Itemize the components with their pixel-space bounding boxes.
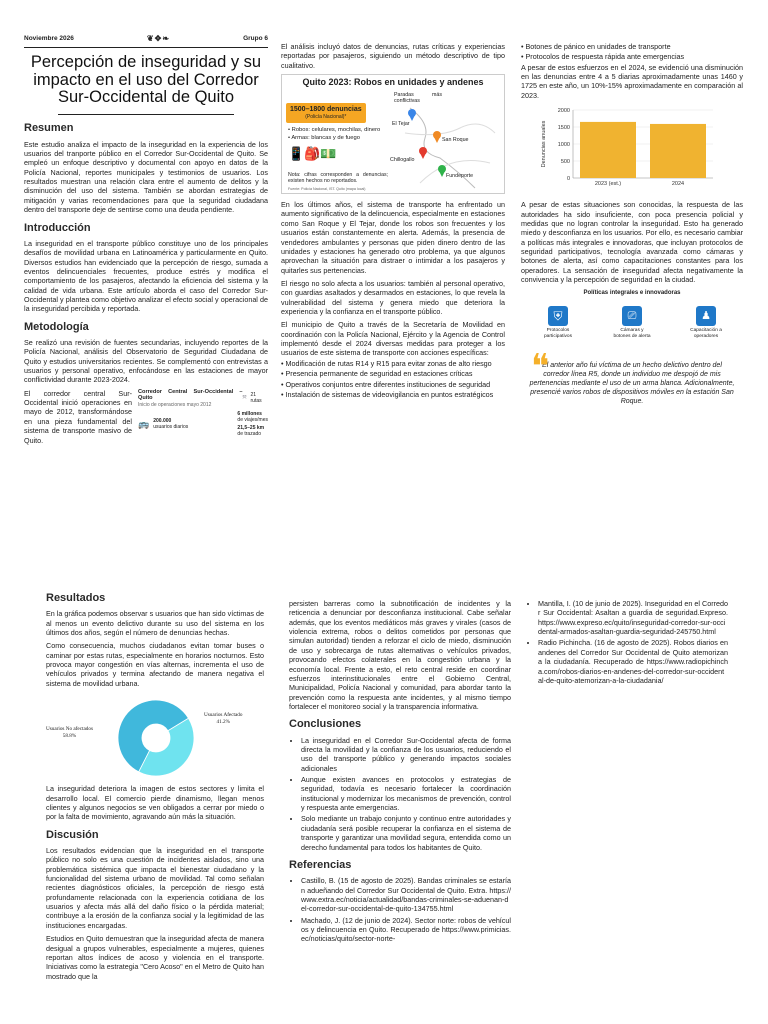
page-title: Percepción de inseguridad y su impacto en el uso del Corredor Sur-Occidental de Quito xyxy=(30,53,262,107)
stop-el-tejar: El Tejar xyxy=(392,121,410,128)
corridor-passengers-sub: de viajes/mes xyxy=(237,417,268,424)
policy-protocols xyxy=(538,306,578,340)
column-1 xyxy=(24,34,268,449)
map-pin-san-roque-icon xyxy=(433,131,441,143)
y-axis-label: Denuncias anuales xyxy=(541,120,547,168)
corridor-daily: 200.000 xyxy=(153,418,172,425)
resultados-heading: Resultados xyxy=(46,592,106,604)
training-icon: ♟ xyxy=(696,306,716,326)
list-item: • Aunque existen avances en protocolos y estrategias de seguridad, todavía es necesario fortalecer la coordinación institucional y modernizar los mecanismos de prevención, control y respuesta ante emergencias. xyxy=(301,775,511,812)
badge-count: 1500–1800 denuncias xyxy=(290,106,362,114)
resultados-p3: La inseguridad deteriora la imagen de estos sectores y limita el desarrollo local. El comercio pierde dinamismo, llegan menos clientes y algunos negocios se ven obligados a cerrar por miedo o por la falta de movimiento, agravando aún más la situación. xyxy=(46,784,264,822)
measures-list-cont xyxy=(521,42,743,62)
list-item: • Machado, J. (12 de junio de 2024). Sector norte: robos de vehículos y delincuencia en Quito. Recuperado de https://www.primicias.ec/noticias/quito/sector-norte- xyxy=(301,916,511,944)
corridor-length: 21,5–25 km xyxy=(237,425,265,432)
col2-p2: El riesgo no solo afecta a los usuarios: también al personal operativo, con guardias asaltados y desarmados en estaciones, lo que revela la vulnerabilidad del sistema y genera miedo que deteriora la experiencia y la confianza en el transporte público. xyxy=(281,278,505,317)
phone-bag-cash-icon: 📱🎒💵 xyxy=(288,145,337,161)
list-item: • Instalación de sistemas de videovigilancia en puntos estratégicos xyxy=(281,389,494,399)
p2-column-2 xyxy=(289,599,511,946)
list-item: • Botones de pánico en unidades de transporte xyxy=(521,42,671,51)
map-pin-chillogallo-icon xyxy=(419,147,427,159)
y-tick-label: 2000 xyxy=(557,108,570,115)
referencias-heading: Referencias xyxy=(289,858,352,871)
pie-label-a: Usuarios No afectados xyxy=(46,726,93,733)
badge-source: (Policía Nacional)* xyxy=(305,114,347,121)
discusion-heading: Discusión xyxy=(46,828,99,841)
pie-label-not-affected xyxy=(46,726,93,740)
y-tick-label: 1500 xyxy=(557,125,570,132)
policies-row xyxy=(521,306,743,340)
testimony-quote xyxy=(521,347,743,406)
policy-training xyxy=(686,306,726,340)
policy-label: Cámaras y botones de alerta xyxy=(613,328,651,340)
robos-infographic xyxy=(281,74,505,194)
robos-item: • Robos: celulares, mochilas, dinero xyxy=(288,127,381,134)
pie-label-b: Usuarios Afectado xyxy=(204,712,243,719)
header-date: Noviembre 2026 xyxy=(24,34,74,42)
list-item: • Protocolos de respuesta rápida ante emergencias xyxy=(521,52,685,62)
p2-column-1 xyxy=(46,585,264,985)
y-tick-label: 1000 xyxy=(557,142,570,149)
col2-p3: El municipio de Quito a través de la Secretaría de Movilidad en coordinación con la Policía Nacional, Ejército y la Agencia de Control implementó desde el 2024 diversas medidas para proteger a los usuarios de este sistema de transporte con acciones específicas: xyxy=(281,320,505,358)
list-item: • Radio Pichincha. (16 de agosto de 2025). Robos diarios en andenes del Corredor Sur Occidental de Quito atemorizan a la ciudadanía. Recuperado de https://www.radiopichincha.com/robos-diarios-en-andenes-del-corredor-sur-occidental-de-quito-atemorizan-a-la-ciudadania/ xyxy=(538,638,728,685)
header-group: Grupo 6 xyxy=(243,34,268,42)
pie-chart-svg xyxy=(116,698,196,778)
col3-p1: A pesar de estos esfuerzos en el 2024, se evidenció una disminución en las denuncias entre 4 a 5 diarias aproximadamente unas 1460 y 1725 en este año, un 10%-15% aproximadamente en comparación al 2023. xyxy=(521,62,743,100)
p2-column-3 xyxy=(526,599,728,687)
infographic-source: Fuente: Policía Nacional, IST. Quito (mapa local) xyxy=(288,187,366,192)
title-divider xyxy=(58,114,234,115)
resumen-text: Este estudio analiza el impacto de la inseguridad en la experiencia de los usuarios del tranporte público en el Corredor Sur-Occidental de Quito. Se empleó un enfoque descriptivo y documental con apoyo en datos de la Policía Nacional, reportes municipales y testimonios de usuarios. Los resultados muestran una relación clara entre el aumento de delitos y la disminución del uso del sistema. También se abordan estrategias de mitigación y varias recomendaciones para que la seguridad ciudadana dentro del transporte deje de sentirse como una deuda pendiente. xyxy=(24,139,268,215)
stops-label: Paradas más conflictivas xyxy=(394,92,442,104)
policies-title: Políticas integrales e innovadoras xyxy=(583,290,681,297)
stop-fundeporte: Fundeporte xyxy=(446,173,474,180)
metodologia-heading: Metodología xyxy=(24,320,89,333)
people-shield-icon: ⛨ xyxy=(548,306,568,326)
introduccion-text: La inseguridad en el transporte público constituye uno de los principales desafíos de movilidad urbana en Latinoamérica y particularmente en Quito. Diversos estudios han evidenciado que la percepción de riesgo, sumada a eventos delincuenciales frecuentes, produce estrés y modifica el comportamiento de los pasajeros, afectando la eficiencia del sistema y la calidad de vida urbana. Este artículo aborda el caso del Corredor Sur-Occidental y plantea como objetivo analizar el efecto social y operacional de la inseguridad percibida y reportada. xyxy=(24,238,268,314)
conclusions-list xyxy=(289,736,511,852)
ornament-icon: ❦✥❧ xyxy=(146,34,171,43)
denuncias-badge xyxy=(286,103,366,123)
corridor-block xyxy=(24,389,268,449)
page-gap xyxy=(0,520,768,585)
map-pin-el-tejar-icon xyxy=(408,109,416,121)
column-3 xyxy=(521,42,743,406)
resultados-p1: En la gráfica podemos observar s usuarios que han sido víctimas de al menos un evento delictivo durante su uso del sistema en los últimos dos años, según el número de denuncias hechas. xyxy=(46,609,264,638)
discusion-p2: Estudios en Quito demuestran que la inseguridad afecta de manera desigual a grupos vulnerables, especialmente a mujeres, quienes reportan altos índices de acoso y violencia en el transporte. Iniciativas como la estrategia "Cero Acoso" en el Metro de Quito han mostrado que la xyxy=(46,934,264,981)
list-item: • Modificación de rutas R14 y R15 para evitar zonas de alto riesgo xyxy=(281,358,492,368)
pie-pct-b: 41.2% xyxy=(216,718,230,725)
page-2 xyxy=(0,585,768,1024)
col2-p1: En los últimos años, el sistema de transporte ha enfrentado un aumento significativo de la delincuencia, especialmente en estaciones como San Roque y El Tejar, donde los robos son frecuentes y los usuarios están constantemente en alerta. Además, la presencia de vendedores ambulantes y personas que piden dinero dentro de las unidades y estaciones ha generado otro problema, ya que algunos aprovechan la situación para distraer o intimidar a los pasajeros y quitarles sus pertenencias. xyxy=(281,200,505,275)
page-header xyxy=(24,34,268,48)
camera-icon: ⎚ xyxy=(622,306,642,326)
pie-label-affected xyxy=(204,712,242,726)
list-item: • Castillo, B. (15 de agosto de 2025). Bandas criminales se estarían adueñando del Corredor Sur Occidental de Quito. Extra. https://www.extra.ec/noticia/actualidad/bandas-criminales-se-aduenan-del-corredor-sur-occidental-de-quito-134755.html xyxy=(301,876,511,913)
infographic-title: Quito 2023: Robos en unidades y andenes xyxy=(302,77,484,88)
references-list-cont xyxy=(526,599,728,685)
list-item: • La inseguridad en el Corredor Sur-Occidental afecta de forma directa la movilidad y la confianza de los usuarios, reduciendo el uso del transporte público y generando impactos sociales adicionales xyxy=(301,736,511,773)
corridor-sub: Inicio de operaciones mayo 2012 xyxy=(138,402,212,409)
corridor-text: El corredor central Sur-Occidental inició operaciones en mayo de 2012, transformándose en una pieza fundamental del sistema de transporte masivo de Quito. xyxy=(24,388,132,445)
bus-icon: 🚌 xyxy=(138,418,150,429)
pie-pct-a: 58.8% xyxy=(62,732,77,739)
map-pin-fundeporte-icon xyxy=(438,165,446,177)
denuncias-bar-chart xyxy=(537,104,727,196)
references-list xyxy=(289,876,511,944)
corridor-name: Corredor Central Sur-Occidental – Quito xyxy=(138,388,243,402)
list-item: • Presencia permanente de seguridad en estaciones críticas xyxy=(281,369,473,379)
column-2 xyxy=(281,42,505,400)
introduccion-heading: Introducción xyxy=(24,221,91,234)
conclusiones-heading: Conclusiones xyxy=(289,718,362,731)
y-tick-label: 500 xyxy=(560,159,570,166)
resultados-p2: Como consecuencia, muchos ciudadanos evitan tomar buses o caminar por estas rutas, especialmente en horarios nocturnos. Esto provoca mayor congestión en vías alternas, incrementa el uso de vehículos privados y termina afectando de manera negativa el sistema de movilidad urbana. xyxy=(46,641,264,688)
stop-san-roque: San Roque xyxy=(442,137,469,144)
y-tick-label: 0 xyxy=(566,176,570,183)
quote-text: El anterior año fui víctima de un hecho delictivo dentro del corredor línea R5, donde un individuo me despojó de mis pertenencias mediante el uso de un arma blanca. Adicionalmente, presencié varios robos de dispositivos móviles en la estación San Roque. xyxy=(529,361,735,406)
corridor-daily-sub: usuarios diarios xyxy=(153,424,189,431)
bar xyxy=(650,124,706,178)
list-item: • Solo mediante un trabajo conjunto y continuo entre autoridades y ciudadanía será posible recuperar la confianza en el sistema de transporte y garantizar una movilidad segura, entendida como un derecho fundamental para todos los habitantes de Quito. xyxy=(301,814,511,851)
affected-users-pie xyxy=(46,692,264,784)
resumen-heading: Resumen xyxy=(24,122,74,135)
list-item: • Mantilla, I. (10 de junio de 2025). Inseguridad en el Corredor Sur Occidental: Asaltan a guardia de seguridad.Expreso. https://www.expreso.ec/quito/inseguridad-corredor-sur-occidental-armados-asaltan-guardia-seguridad-245750.html xyxy=(538,599,728,636)
bar xyxy=(580,122,636,178)
discusion-p1: Los resultados evidencian que la inseguridad en el transporte público no solo es una cuestión de incidentes aislados, sino una problemática sistémica que impacta el bienestar ciudadano y la funcionalidad del sistema urbano de movilidad. Tal como señalan recientes diagnósticos oficiales, la percepción de riesgo está profundamente relacionada con la experiencia cotidiana de los usuarios y afecta más allá del daño físico o la pérdida material; contribuye a la erosión de la confianza social y la legitimidad de las instituciones encargadas. xyxy=(46,845,264,930)
infographic-note: Nota: cifras corresponden a denuncias; existen hechos no reportados. xyxy=(288,172,388,185)
corridor-info xyxy=(138,389,268,437)
policy-label: Protocolos participativos xyxy=(544,328,572,340)
col3-p2: A pesar de estas situaciones son conocidas, la respuesta de las autoridades ha sido insuficiente, con poca presencia policial y medidas que no logran controlar la inseguridad. Esto ha generado miedo y desconfianza en los usuarios. Por ello, es necesario cambiar a políticas más integrales e innovadoras, que incluyan protocolos de seguridad participativos, tecnología avanzada como cámaras y botones de alerta, así como capacitaciones constantes para los operadores. La sensación de inseguridad afecta negativamente la convivencia y la percepción de seguridad en la ciudad. xyxy=(521,200,743,285)
policy-cameras xyxy=(612,306,652,340)
quote-mark-icon: ❝ xyxy=(531,346,550,387)
p2col2-p1: persisten barreras como la subnotificación de incidentes y la reticencia a denunciar por desconfianza institucional. Cabe señalar además, que los eventos mediáticos más graves y virales (casos de violencia extrema, robos o delitos cometidos por personas que simulan autoridad) tienden a reforzar el ciclo de miedo, disminución de uso y sobrecarga de rutas alternativas o vehículos privados, provocando efectos colaterales en la congestión urbana y la economía local. Frente a esto, el reto central reside en coordinar esfuerzos interinstitucionales entre el Gobierno Central, Municipalidad, Policía Nacional y comunidad, para abordar tanto la prevención como la respuesta ante incidentes, y al mismo tiempo fortalecer el monitoreo social y la transparencia informativa. xyxy=(289,599,511,711)
col2-intro: El análisis incluyó datos de denuncias, rutas críticas y experiencias reportadas por pasajeros, siguiendo un método descriptivo de tipo cualitativo. xyxy=(281,42,505,70)
armas-item: • Armas: blancas y de fuego xyxy=(288,134,360,141)
x-tick-label: 2023 (est.) xyxy=(594,181,622,188)
routes-icon: ⤧ xyxy=(242,395,247,402)
robos-list xyxy=(288,127,380,162)
stop-chillogallo: Chillogallo xyxy=(390,157,415,164)
corridor-passengers: 6 millones xyxy=(237,411,262,418)
measures-list xyxy=(281,359,505,399)
x-tick-label: 2024 xyxy=(671,181,685,188)
metodologia-text: Se realizó una revisión de fuentes secundarias, incluyendo reportes de la Policía Nacional, análisis del Observatorio de Seguridad Ciudadana de Quito y estudios universitarios recientes. Se complementó con entrevistas a usuarios y personal operativo, enfocándose en las estaciones de mayor conflictividad durante 2023-2024. xyxy=(24,337,268,385)
corridor-length-sub: de trazado xyxy=(237,431,262,438)
corridor-routes: 21 rutas xyxy=(250,392,262,405)
list-item: • Operativos conjuntos entre diferentes instituciones de seguridad xyxy=(281,379,491,389)
policy-label: Capacitación a operadores xyxy=(690,328,722,340)
